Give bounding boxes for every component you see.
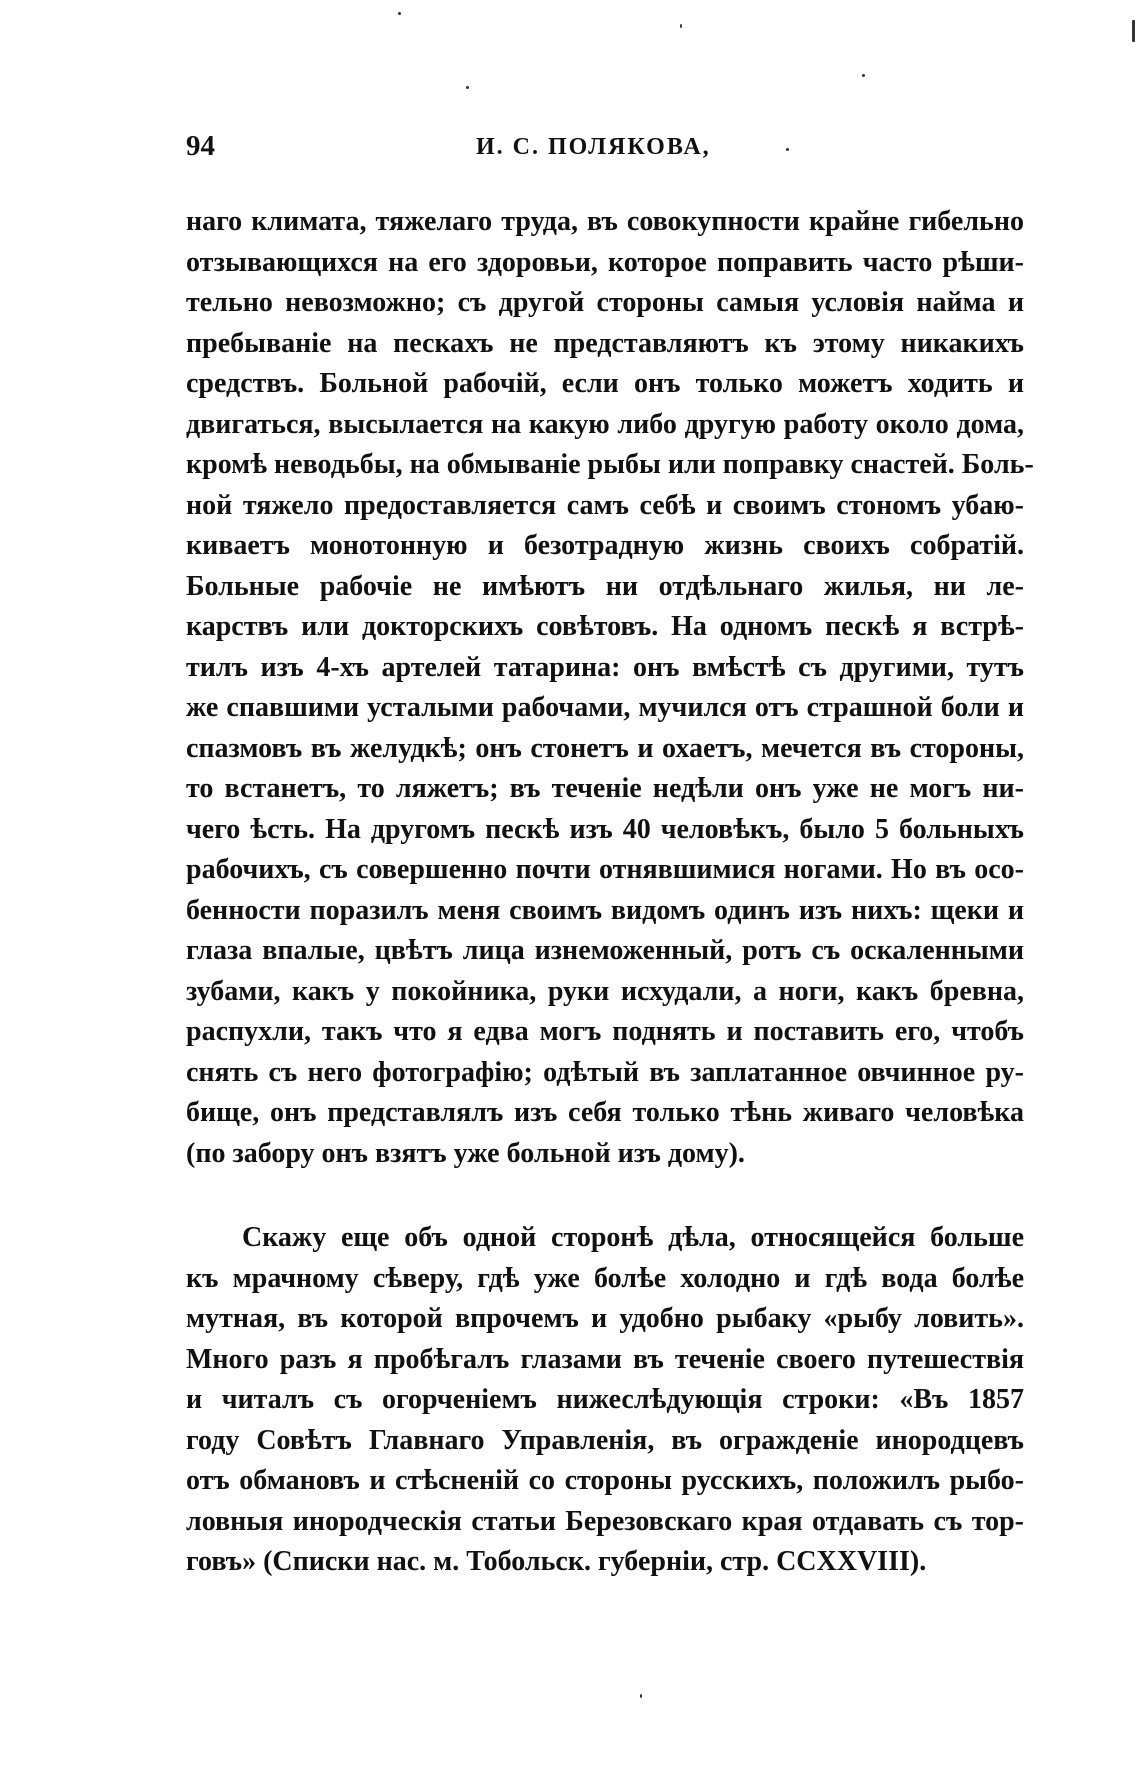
scan-speck	[640, 1694, 642, 1698]
body-text	[186, 202, 1034, 1583]
text-line: снять съ него фотографію; одѣтый въ заплатанное овчинное ру-	[186, 1056, 1024, 1088]
running-head	[186, 130, 1024, 170]
text-line: мутная, въ которой впрочемъ и удобно рыбаку «рыбу ловить».	[186, 1303, 1024, 1334]
text-line: же спавшими усталыми рабочами, мучился отъ страшной боли и	[186, 692, 1024, 723]
text-line: наго климата, тяжелаго труда, въ совокупности крайне гибельно	[186, 206, 1024, 237]
scan-speck	[1132, 20, 1135, 42]
scan-speck	[862, 74, 865, 77]
text-line: рабочихъ, съ совершенно почти отнявшимися ногами. Но въ осо-	[186, 854, 1024, 885]
text-line: двигаться, высылается на какую либо другую работу около дома,	[186, 408, 1024, 440]
text-line: отъ обмановъ и стѣсненій со стороны русскихъ, положилъ рыбо-	[186, 1465, 1024, 1496]
text-line: карствъ или докторскихъ совѣтовъ. На одномъ пескѣ я встрѣ-	[186, 611, 1024, 642]
text-line: говъ» (Списки нас. м. Тобольск. губерніи, стр. CCXXVIII).	[186, 1546, 927, 1577]
text-line: спазмовъ въ желудкѣ; онъ стонетъ и охаетъ, мечется въ стороны,	[186, 732, 1024, 764]
text-line: ловныя инородческія статьи Березовскаго края отдавать съ тор-	[186, 1505, 1024, 1537]
scan-speck	[466, 86, 469, 89]
text-line: пребываніе на пескахъ не представляютъ къ этому никакихъ	[186, 327, 1024, 359]
text-line: Больные рабочіе не имѣютъ ни отдѣльнаго жилья, ни ле-	[186, 570, 1024, 602]
text-line: къ мрачному сѣверу, гдѣ уже болѣе холодно и гдѣ вода болѣе	[186, 1262, 1024, 1294]
text-line: распухли, такъ что я едва могъ поднять и поставить его, чтобъ	[186, 1016, 1024, 1047]
text-line: глаза впалые, цвѣтъ лица изнеможенный, ротъ съ оскаленными	[186, 935, 1024, 966]
text-line: тилъ изъ 4-хъ артелей татарина: онъ вмѣстѣ съ другими, тутъ	[186, 651, 1024, 683]
text-line: бище, онъ представлялъ изъ себя только тѣнь живаго человѣка	[186, 1097, 1024, 1128]
paragraph-2	[186, 1218, 1024, 1583]
text-line: ной тяжело предоставляется самъ себѣ и своимъ стономъ убаю-	[186, 489, 1024, 521]
page-number: 94	[186, 130, 215, 162]
text-line: Много разъ я пробѣгалъ глазами въ теченіе своего путешествія	[186, 1343, 1024, 1375]
running-title: И. С. ПОЛЯКОВА,	[476, 134, 711, 160]
text-line: то встанетъ, то ляжетъ; въ теченіе недѣли онъ уже не могъ ни-	[186, 773, 1024, 804]
text-line: (по забору онъ взятъ уже больной изъ дому).	[186, 1137, 745, 1169]
text-line: и читалъ съ огорченіемъ нижеслѣдующія строки: «Въ 1857	[186, 1384, 1024, 1415]
scan-speck	[398, 12, 401, 15]
text-line: киваетъ монотонную и безотрадную жизнь своихъ собратій.	[186, 530, 1024, 561]
text-line: бенности поразилъ меня своимъ видомъ одинъ изъ нихъ: щеки и	[186, 894, 1024, 926]
text-line: чего ѣсть. На другомъ пескѣ изъ 40 человѣкъ, было 5 больныхъ	[186, 813, 1024, 845]
text-line: отзывающихся на его здоровьи, которое поправить часто рѣши-	[186, 246, 1024, 278]
text-line: тельно невозможно; съ другой стороны самыя условія найма и	[186, 287, 1024, 318]
text-line: году Совѣтъ Главнаго Управленія, въ огражденіе инородцевъ	[186, 1424, 1024, 1456]
text-line: Скажу еще объ одной сторонѣ дѣла, относящейся больше	[242, 1222, 1024, 1253]
scan-speck	[680, 24, 682, 28]
paragraph-gap	[186, 1174, 1024, 1218]
scan-speck	[786, 148, 789, 151]
paragraph-1	[186, 202, 1034, 1174]
text-line: средствъ. Больной рабочій, если онъ только можетъ ходить и	[186, 368, 1024, 399]
text-line: зубами, какъ у покойника, руки исхудали, а ноги, какъ бревна,	[186, 975, 1024, 1007]
text-line: кромѣ неводьбы, на обмываніе рыбы или поправку снастей. Боль-	[186, 449, 1034, 480]
